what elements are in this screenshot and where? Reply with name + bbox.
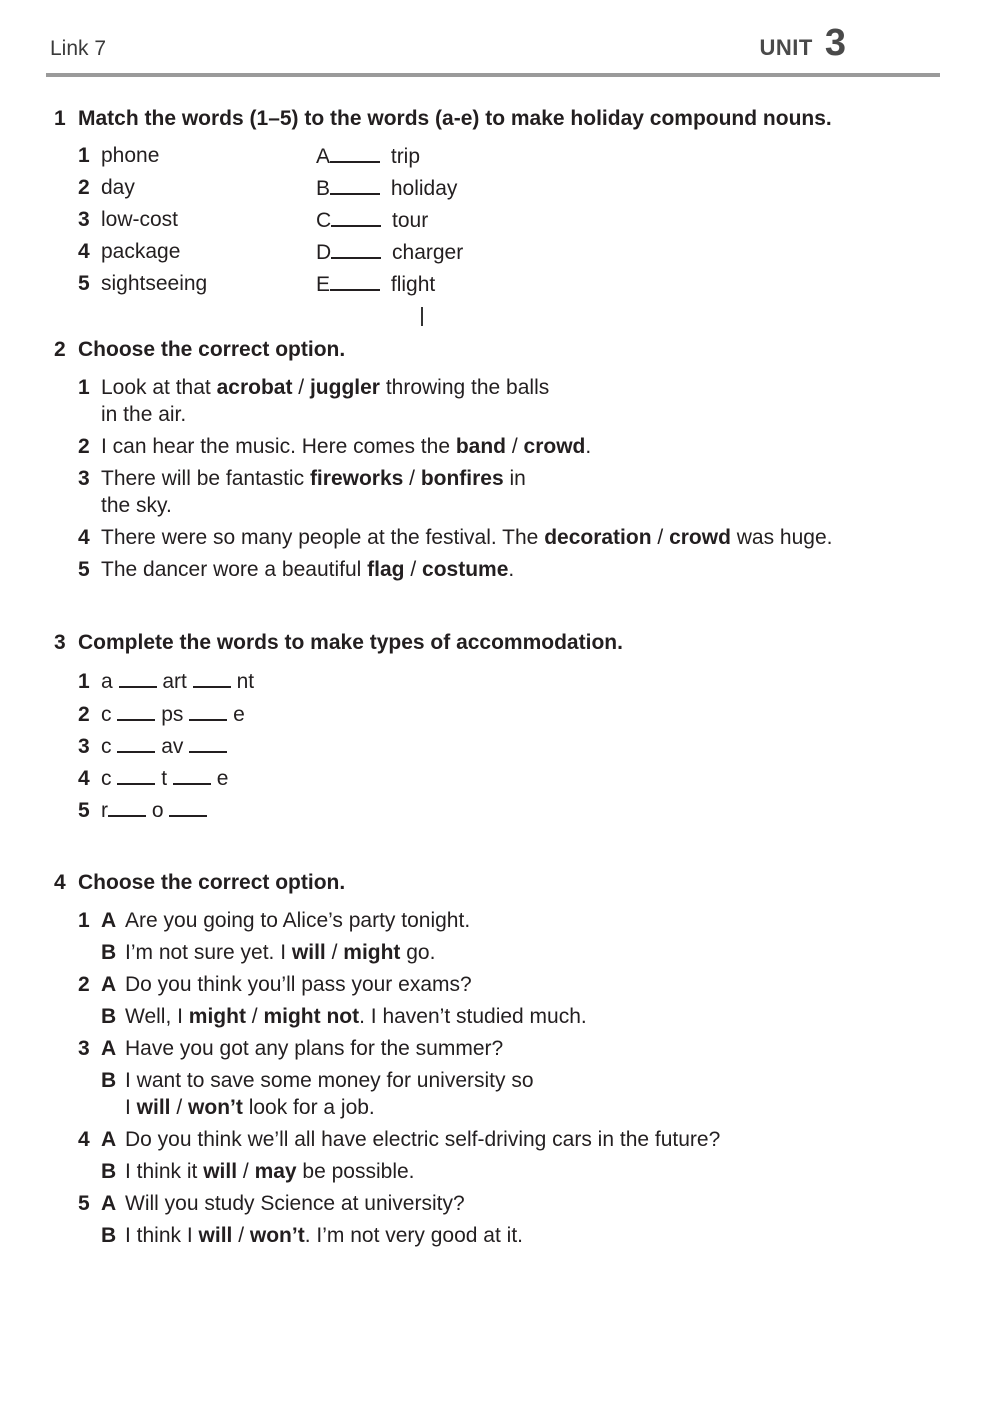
ex4-instruction: Choose the correct option. [78,871,346,894]
option-separator: / [292,376,310,399]
ex4-item-a [78,908,470,934]
option-2[interactable]: juggler [309,376,380,399]
item-word: flight [390,273,436,296]
ex4-item-a [78,1036,503,1062]
item-text: There will be fantastic [101,467,310,490]
item-letter: C [316,209,332,232]
ex2-item [78,434,591,460]
option-1[interactable]: decoration [544,526,652,549]
item-number: 1 [78,909,90,932]
ex4-item-a [78,972,472,998]
option-1[interactable]: acrobat [216,376,293,399]
ex1-instruction-bold: Match the words (1–5) to the words (a-e) to make [78,107,571,130]
word-fragment: r [101,799,108,822]
ex1-left-item [78,207,178,233]
ex4-item-b [101,1068,534,1094]
ex1-right-item [316,143,420,170]
option-2[interactable]: bonfires [420,467,504,490]
item-continuation: the sky. [101,494,172,517]
option-2[interactable]: might not [263,1005,360,1028]
ex4-number: 4 [54,871,66,894]
word-fragment: e [233,703,245,726]
item-text: I can hear the music. Here comes the [101,435,456,458]
item-text: There were so many people at the festival. The [101,526,545,549]
ex4-item-b [101,1159,415,1185]
speaker-a-text: Have you got any plans for the summer? [125,1037,504,1060]
speaker-a-label: A [101,973,117,996]
answer-blank[interactable] [331,239,381,259]
speaker-b-text: I think I [125,1224,199,1247]
speaker-a-label: A [101,1037,117,1060]
ex2-instruction: Choose the correct option. [78,338,346,361]
ex3-instruction: Complete the words to make types of accommodation. [78,631,623,654]
speaker-b-label: B [101,1005,117,1028]
item-number: 1 [78,376,90,399]
unit-number: 3 [824,22,846,64]
ex4-item-a [78,1127,720,1153]
option-2[interactable]: won’t [249,1224,305,1247]
speaker-b-text: be possible. [296,1160,415,1183]
ex4-item-b [101,1223,523,1249]
item-continuation: in the air. [101,403,187,426]
ex2-item [78,375,549,401]
ex1-instruction-normal: holiday compound nouns. [570,107,832,130]
speaker-a-text: Are you going to Alice’s party tonight. [125,909,471,932]
option-separator: / [403,467,421,490]
word-fragment: nt [236,670,255,693]
option-2[interactable]: might [343,941,401,964]
ex4-item-b [101,940,435,966]
ex3-item [78,765,228,792]
item-number: 2 [78,973,90,996]
option-1[interactable]: will [291,941,326,964]
letter-blank[interactable] [193,668,231,688]
letter-blank[interactable] [117,765,155,785]
word-fragment: e [216,767,229,790]
ex1-title [54,107,832,131]
option-1[interactable]: will [203,1160,238,1183]
item-text: in [503,467,526,490]
letter-blank[interactable] [117,701,155,721]
item-word: day [101,176,135,199]
item-number: 5 [78,272,90,295]
letter-blank[interactable] [108,797,146,817]
option-2[interactable]: won’t [188,1096,243,1119]
option-separator: / [245,1005,264,1028]
item-word: tour [392,209,429,232]
item-number: 3 [78,1037,90,1060]
item-text: . [508,558,515,581]
item-text: was huge. [730,526,833,549]
item-text: throwing the balls [379,376,550,399]
item-letter: E [316,273,331,296]
letter-blank[interactable] [117,733,155,753]
item-number: 2 [78,435,90,458]
item-letter: A [316,145,331,168]
word-fragment: av [161,735,184,758]
option-separator: / [170,1096,189,1119]
option-2[interactable]: crowd [523,435,586,458]
ex1-left-item [78,239,180,265]
item-word: phone [101,144,160,167]
ex1-right-item [316,271,435,298]
word-fragment: c [101,703,112,726]
ex3-item [78,668,254,695]
ex4-item-b-continuation [125,1095,375,1121]
item-number: 1 [78,144,90,167]
item-text: . [585,435,592,458]
text-cursor [421,307,423,326]
answer-blank[interactable] [330,175,380,195]
ex4-item-b [101,1004,587,1030]
ex2-item [78,557,514,583]
answer-blank[interactable] [330,143,380,163]
ex1-right-item [316,175,457,202]
speaker-b-text: Well, I [125,1005,189,1028]
item-number: 3 [78,208,90,231]
ex1-number: 1 [54,107,66,130]
ex3-item [78,797,207,824]
speaker-b-text: look for a job. [242,1096,375,1119]
word-fragment: c [101,735,112,758]
speaker-b-label: B [101,1160,117,1183]
letter-blank[interactable] [189,733,227,753]
option-1[interactable]: will [198,1224,233,1247]
speaker-b-label: B [101,1069,117,1092]
ex1-left-item [78,143,159,169]
speaker-b-text: go. [400,941,436,964]
option-1[interactable]: band [455,435,506,458]
option-2[interactable]: costume [422,558,509,581]
letter-blank[interactable] [173,765,211,785]
item-number: 3 [78,467,90,490]
speaker-b-text: . I haven’t studied much. [359,1005,587,1028]
answer-blank[interactable] [330,271,380,291]
page-header [46,0,940,77]
link-label: Link 7 [50,37,107,60]
item-number: 5 [78,1192,90,1215]
word-fragment: art [162,670,187,693]
word-fragment: c [101,767,112,790]
speaker-a-text: Will you study Science at university? [125,1192,465,1215]
option-separator: / [237,1160,255,1183]
item-letter: B [316,177,331,200]
item-number: 5 [78,799,90,822]
word-fragment: o [151,799,164,822]
ex1-right-item [316,239,463,266]
ex2-title [54,338,345,362]
ex4-item-a [78,1191,465,1217]
ex4-title [54,871,345,895]
speaker-b-text: I’m not sure yet. I [125,941,292,964]
option-2[interactable]: crowd [669,526,731,549]
ex2-item [78,466,526,492]
letter-blank[interactable] [189,701,227,721]
item-word: package [101,240,181,263]
speaker-a-text: Do you think we’ll all have electric self-driving cars in the future? [125,1128,721,1151]
speaker-b-text: . I’m not very good at it. [304,1224,523,1247]
ex3-title [54,631,623,655]
unit-label [760,22,846,65]
speaker-b-text: I think it [125,1160,204,1183]
ex2-number: 2 [54,338,66,361]
option-separator: / [506,435,524,458]
answer-blank[interactable] [331,207,381,227]
item-number: 4 [78,767,90,790]
option-1[interactable]: flag [367,558,405,581]
speaker-a-label: A [101,1128,117,1151]
item-number: 4 [78,526,90,549]
item-number: 2 [78,703,90,726]
item-word: sightseeing [101,272,208,295]
word-fragment: t [161,767,168,790]
ex1-left-item [78,175,135,201]
speaker-a-label: A [101,1192,117,1215]
item-number: 1 [78,670,90,693]
option-separator: / [325,941,344,964]
item-text: The dancer wore a beautiful [101,558,368,581]
word-fragment: a [101,670,113,693]
option-2[interactable]: may [254,1160,297,1183]
speaker-a-text: Do you think you’ll pass your exams? [125,973,472,996]
option-separator: / [651,526,670,549]
speaker-b-text: I want to save some money for university so [125,1069,534,1092]
word-fragment: ps [161,703,184,726]
ex3-item [78,733,227,760]
item-word: low-cost [101,208,179,231]
item-word: holiday [390,177,458,200]
ex3-number: 3 [54,631,66,654]
option-1[interactable]: might [188,1005,246,1028]
item-number: 4 [78,1128,90,1151]
item-letter: D [316,241,332,264]
unit-word: UNIT [759,35,813,60]
letter-blank[interactable] [119,668,157,688]
item-number: 5 [78,558,90,581]
option-1[interactable]: will [136,1096,171,1119]
item-number: 2 [78,176,90,199]
ex3-item [78,701,245,728]
item-number: 4 [78,240,90,263]
option-separator: / [404,558,423,581]
speaker-b-text: I [125,1096,137,1119]
ex1-left-item [78,271,207,297]
option-1[interactable]: fireworks [309,467,404,490]
item-text: Look at that [101,376,217,399]
letter-blank[interactable] [169,797,207,817]
item-word: trip [390,145,421,168]
item-word: charger [392,241,464,264]
speaker-b-label: B [101,941,117,964]
speaker-a-label: A [101,909,117,932]
option-separator: / [232,1224,250,1247]
item-number: 3 [78,735,90,758]
speaker-b-label: B [101,1224,117,1247]
ex2-item [78,525,832,551]
ex1-right-item [316,207,428,234]
